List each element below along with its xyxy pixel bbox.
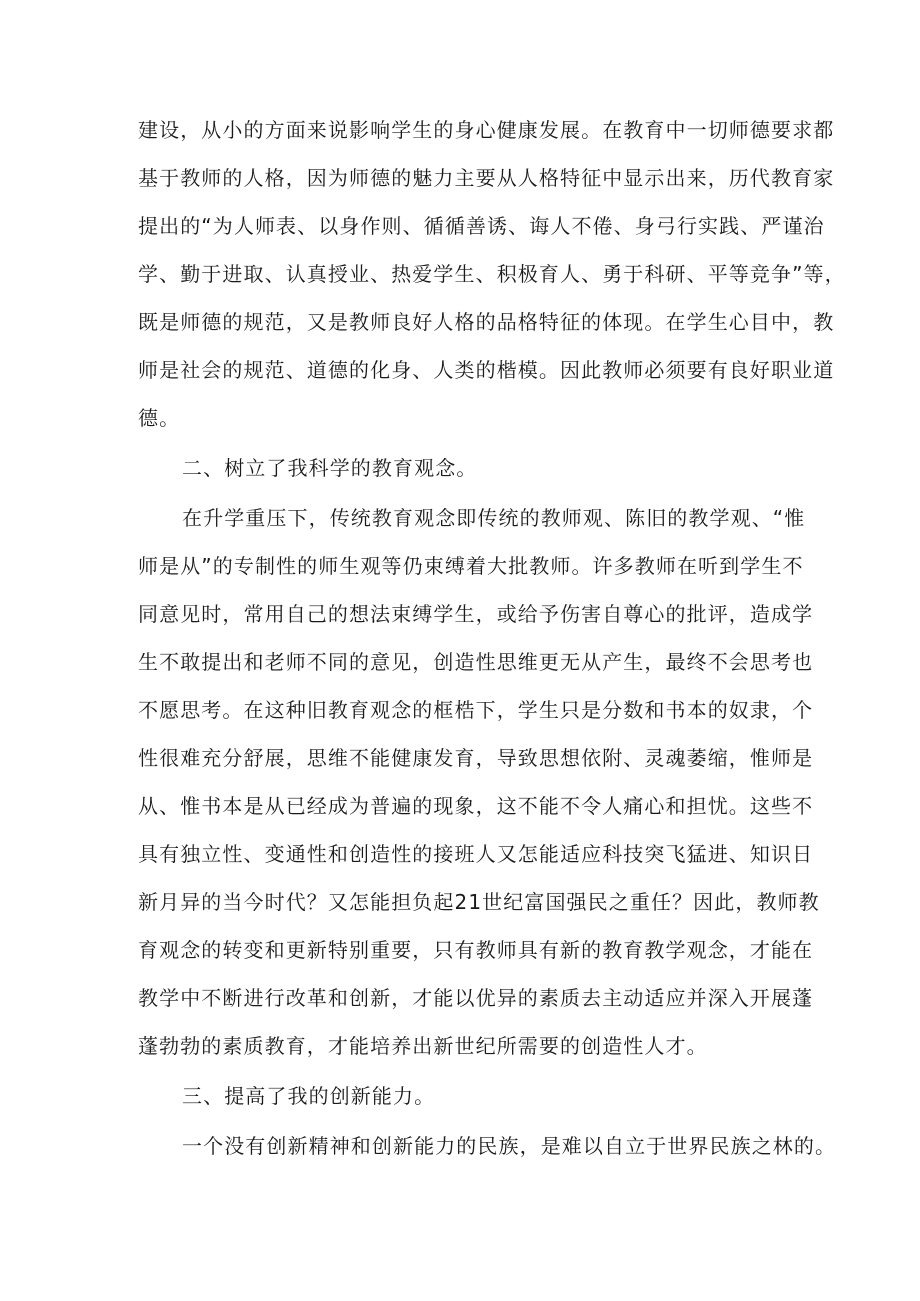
section-heading: 三、提高了我的创新能力。	[182, 1084, 436, 1108]
paragraph-line: 师是从”的专制性的师生观等仍束缚着大批教师。许多教师在听到学生不	[138, 554, 804, 578]
paragraph-line: 性很难充分舒展，思维不能健康发育，导致思想依附、灵魂萎缩，惟师是	[138, 746, 814, 770]
paragraph-line: 既是师德的规范，又是教师良好人格的品格特征的体现。在学生心目中，教	[138, 310, 835, 334]
paragraph-line: 蓬勃勃的素质教育，才能培养出新世纪所需要的创造性人才。	[138, 1034, 708, 1058]
paragraph-line: 建设，从小的方面来说影响学生的身心健康发展。在教育中一切师德要求都	[138, 118, 835, 142]
paragraph-line: 在升学重压下，传统教育观念即传统的教师观、陈旧的教学观、“惟	[182, 506, 806, 530]
section-heading: 二、树立了我科学的教育观念。	[182, 456, 478, 480]
paragraph-line: 不愿思考。在这种旧教育观念的框梏下，学生只是分数和书本的奴隶，个	[138, 698, 814, 722]
paragraph-line: 教学中不断进行改革和创新，才能以优异的素质去主动适应并深入开展蓬	[138, 986, 814, 1010]
paragraph-line: 同意见时，常用自己的想法束缚学生，或给予伤害自尊心的批评，造成学	[138, 602, 814, 626]
paragraph-line: 提出的“为人师表、以身作则、循循善诱、诲人不倦、身弓行实践、严谨治	[138, 214, 825, 238]
paragraph-line: 学、勤于进取、认真授业、热爱学生、积极育人、勇于科研、平等竞争”等，	[138, 262, 846, 286]
paragraph-line: 师是社会的规范、道德的化身、人类的楷模。因此教师必须要有良好职业道	[138, 358, 835, 382]
paragraph-line: 新月异的当今时代？又怎能担负起21世纪富国强民之重任？因此，教师教	[138, 890, 820, 914]
paragraph-line: 德。	[138, 406, 181, 430]
paragraph-line: 从、惟书本是从已经成为普遍的现象，这不能不令人痛心和担忧。这些不	[138, 794, 814, 818]
paragraph-line: 一个没有创新精神和创新能力的民族，是难以自立于世界民族之林的。	[182, 1134, 837, 1158]
paragraph-line: 生不敢提出和老师不同的意见，创造性思维更无从产生，最终不会思考也	[138, 650, 814, 674]
paragraph-line: 具有独立性、变通性和创造性的接班人又怎能适应科技突飞猛进、知识日	[138, 842, 814, 866]
paragraph-line: 基于教师的人格，因为师德的魅力主要从人格特征中显示出来，历代教育家	[138, 166, 835, 190]
paragraph-line: 育观念的转变和更新特别重要，只有教师具有新的教育教学观念，才能在	[138, 938, 814, 962]
